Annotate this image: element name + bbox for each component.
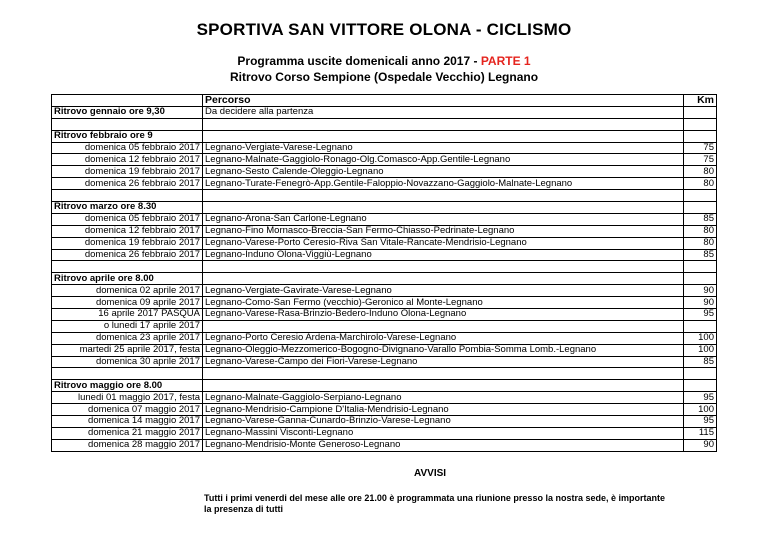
table-row <box>52 166 717 178</box>
table-row <box>52 404 717 416</box>
table-row <box>52 439 717 451</box>
program-subtitle <box>0 54 768 68</box>
spacer-cell <box>52 190 203 202</box>
km-cell: 85 <box>684 356 717 368</box>
route-cell: Legnano-Sesto Calende-Oleggio-Legnano <box>203 166 684 178</box>
route-cell: Legnano-Malnate-Gaggiolo-Serpiano-Legnano <box>203 392 684 404</box>
route-column-header: Percorso <box>203 95 684 107</box>
route-cell: Legnano-Arona-San Carlone-Legnano <box>203 213 684 225</box>
spacer-cell <box>52 261 203 273</box>
month-label: Ritrovo marzo ore 8.30 <box>52 202 203 214</box>
km-cell <box>684 106 717 118</box>
spacer-cell <box>684 118 717 130</box>
table-row <box>52 416 717 428</box>
route-cell: Legnano-Como-San Fermo (vecchio)-Geronico al Monte-Legnano <box>203 297 684 309</box>
table-row <box>52 297 717 309</box>
table-row <box>52 249 717 261</box>
date-cell: 16 aprile 2017 PASQUA <box>52 309 203 321</box>
route-cell: Legnano-Malnate-Gaggiolo-Ronago-Olg.Comasco-App.Gentile-Legnano <box>203 154 684 166</box>
date-cell: domenica 09 aprile 2017 <box>52 297 203 309</box>
table-row <box>52 320 717 332</box>
km-cell: 80 <box>684 225 717 237</box>
km-cell <box>684 130 717 142</box>
month-header-row <box>52 273 717 285</box>
route-cell: Legnano-Vergiate-Varese-Legnano <box>203 142 684 154</box>
month-header-row <box>52 202 717 214</box>
date-cell: domenica 30 aprile 2017 <box>52 356 203 368</box>
km-cell: 100 <box>684 344 717 356</box>
route-cell: Legnano-Mendrisio-Campione D'Italia-Mendrisio-Legnano <box>203 404 684 416</box>
date-cell: domenica 02 aprile 2017 <box>52 285 203 297</box>
route-cell: Legnano-Varese-Porto Ceresio-Riva San Vitale-Rancate-Mendrisio-Legnano <box>203 237 684 249</box>
route-cell: Legnano-Massini Visconti-Legnano <box>203 427 684 439</box>
km-cell: 90 <box>684 439 717 451</box>
table-row <box>52 356 717 368</box>
spacer-cell <box>203 118 684 130</box>
spacer-row <box>52 190 717 202</box>
spacer-row <box>52 261 717 273</box>
route-cell <box>203 380 684 392</box>
date-cell: domenica 14 maggio 2017 <box>52 416 203 428</box>
route-cell <box>203 202 684 214</box>
km-cell <box>684 202 717 214</box>
date-cell: domenica 21 maggio 2017 <box>52 427 203 439</box>
route-cell <box>203 273 684 285</box>
date-cell: domenica 19 febbraio 2017 <box>52 166 203 178</box>
route-cell: Legnano-Fino Mornasco-Breccia-San Fermo-Chiasso-Pedrinate-Legnano <box>203 225 684 237</box>
table-row <box>52 213 717 225</box>
route-cell: Da decidere alla partenza <box>203 106 684 118</box>
table-row <box>52 178 717 190</box>
km-cell: 90 <box>684 297 717 309</box>
route-cell: Legnano-Varese-Rasa-Brinzio-Bedero-Induno Olona-Legnano <box>203 309 684 321</box>
spacer-row <box>52 368 717 380</box>
route-cell: Legnano-Porto Ceresio Ardena-Marchirolo-Varese-Legnano <box>203 332 684 344</box>
spacer-cell <box>52 368 203 380</box>
date-cell: domenica 26 febbraio 2017 <box>52 178 203 190</box>
subtitle-prefix: Programma uscite domenicali anno 2017 - <box>237 54 481 68</box>
month-label: Ritrovo febbraio ore 9 <box>52 130 203 142</box>
table-row <box>52 392 717 404</box>
month-label: Ritrovo aprile ore 8.00 <box>52 273 203 285</box>
km-cell <box>684 380 717 392</box>
km-cell: 115 <box>684 427 717 439</box>
table-row <box>52 154 717 166</box>
table-row <box>52 344 717 356</box>
km-cell: 85 <box>684 249 717 261</box>
km-cell: 80 <box>684 166 717 178</box>
km-cell <box>684 273 717 285</box>
km-cell: 95 <box>684 416 717 428</box>
meeting-place: Ritrovo Corso Sempione (Ospedale Vecchio) Legnano <box>229 70 539 84</box>
route-cell: Legnano-Oleggio-Mezzomerico-Bogogno-Divignano-Varallo Pombia-Somma Lomb.-Legnano <box>203 344 684 356</box>
date-cell: domenica 12 febbraio 2017 <box>52 154 203 166</box>
date-cell: domenica 05 febbraio 2017 <box>52 142 203 154</box>
date-cell: domenica 07 maggio 2017 <box>52 404 203 416</box>
route-cell: Legnano-Mendrisio-Monte Generoso-Legnano <box>203 439 684 451</box>
spacer-cell <box>203 261 684 273</box>
table-row <box>52 427 717 439</box>
date-cell: domenica 12 febbraio 2017 <box>52 225 203 237</box>
route-cell <box>203 320 684 332</box>
route-cell: Legnano-Turate-Fenegrò-App.Gentile-Faloppio-Novazzano-Gaggiolo-Malnate-Legnano <box>203 178 684 190</box>
km-cell: 85 <box>684 213 717 225</box>
date-cell: domenica 05 febbraio 2017 <box>52 213 203 225</box>
km-cell <box>684 320 717 332</box>
subtitle-part: PARTE 1 <box>480 54 531 68</box>
notices-title: AVVISI <box>414 468 447 479</box>
table-row <box>52 237 717 249</box>
table-header-row <box>52 95 717 107</box>
km-cell: 95 <box>684 392 717 404</box>
date-cell: domenica 28 maggio 2017 <box>52 439 203 451</box>
date-cell: o lunedi 17 aprile 2017 <box>52 320 203 332</box>
date-cell: domenica 26 febbraio 2017 <box>52 249 203 261</box>
km-cell: 80 <box>684 237 717 249</box>
month-label: Ritrovo gennaio ore 9,30 <box>52 106 203 118</box>
route-cell: Legnano-Varese-Ganna-Cunardo-Brinzio-Varese-Legnano <box>203 416 684 428</box>
route-cell: Legnano-Varese-Campo dei Fiori-Varese-Legnano <box>203 356 684 368</box>
spacer-row <box>52 118 717 130</box>
table-row <box>52 285 717 297</box>
km-column-header: Km <box>684 95 717 107</box>
route-cell: Legnano-Induno Olona-Viggiù-Legnano <box>203 249 684 261</box>
table-row <box>52 332 717 344</box>
date-cell: domenica 23 aprile 2017 <box>52 332 203 344</box>
page-title: SPORTIVA SAN VITTORE OLONA - CICLISMO <box>196 20 572 39</box>
table-row <box>52 309 717 321</box>
schedule-table <box>51 94 717 452</box>
spacer-cell <box>684 190 717 202</box>
month-header-row <box>52 380 717 392</box>
table-row <box>52 142 717 154</box>
notices-text: Tutti i primi venerdi del mese alle ore 21.00 è programmata una riunione presso la nostra sede, è importante la presenza di tutti <box>204 493 665 514</box>
spacer-cell <box>52 118 203 130</box>
spacer-cell <box>203 190 684 202</box>
table-row <box>52 225 717 237</box>
km-cell: 90 <box>684 285 717 297</box>
km-cell: 75 <box>684 142 717 154</box>
month-header-row <box>52 106 717 118</box>
route-cell: Legnano-Vergiate-Gavirate-Varese-Legnano <box>203 285 684 297</box>
spacer-cell <box>684 261 717 273</box>
km-cell: 100 <box>684 404 717 416</box>
date-cell: domenica 19 febbraio 2017 <box>52 237 203 249</box>
km-cell: 80 <box>684 178 717 190</box>
month-label: Ritrovo maggio ore 8.00 <box>52 380 203 392</box>
month-header-row <box>52 130 717 142</box>
route-cell <box>203 130 684 142</box>
km-cell: 95 <box>684 309 717 321</box>
km-cell: 75 <box>684 154 717 166</box>
header-blank-cell <box>52 95 203 107</box>
date-cell: lunedi 01 maggio 2017, festa <box>52 392 203 404</box>
date-cell: martedi 25 aprile 2017, festa <box>52 344 203 356</box>
spacer-cell <box>684 368 717 380</box>
km-cell: 100 <box>684 332 717 344</box>
spacer-cell <box>203 368 684 380</box>
